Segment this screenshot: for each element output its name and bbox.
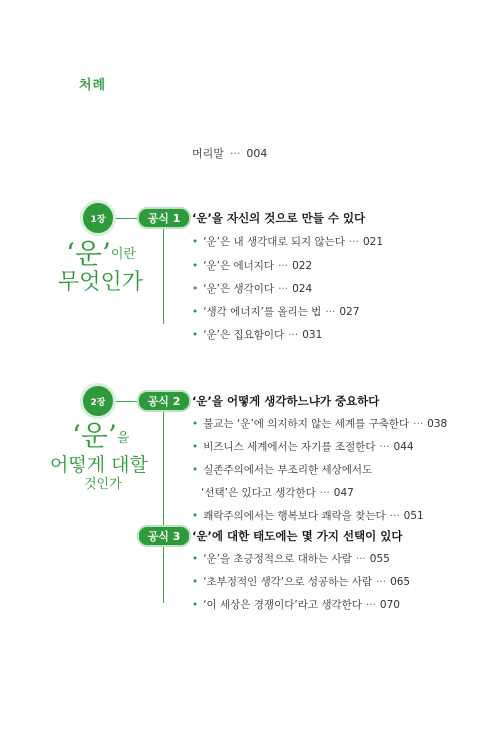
bullet-icon: • — [192, 441, 199, 453]
leader-dots: ··· — [229, 147, 241, 160]
chapter-2-calligraphy — [72, 419, 130, 452]
connector-vertical — [163, 229, 164, 324]
calli-1-big: ‘운’ — [66, 237, 111, 270]
bullet-icon: • — [192, 283, 199, 295]
toc-item[interactable]: • 비즈니스 세계에서는 자기를 조절한다 ··· 044 — [192, 441, 414, 453]
formula-1-title[interactable]: ‘운’을 자신의 것으로 만들 수 있다 — [192, 211, 366, 225]
page-title: 처례 — [79, 78, 107, 93]
bullet-icon: • — [192, 510, 199, 522]
toc-item[interactable]: • ‘운’은 생각이다 ··· 024 — [192, 283, 313, 295]
bullet-icon: • — [192, 418, 199, 430]
formula-2-title[interactable]: ‘운’을 어떻게 생각하느냐가 중요하다 — [192, 394, 380, 408]
connector-line — [116, 218, 138, 219]
bullet-icon: • — [192, 236, 199, 248]
preface-label: 머리말 — [192, 147, 224, 160]
toc-item[interactable]: • 실존주의에서는 부조리한 세상에서도 — [192, 464, 373, 476]
toc-item[interactable]: • ‘이 세상은 경쟁이다’라고 생각한다 ··· 070 — [192, 599, 400, 611]
calli-2-big: ‘운’ — [72, 419, 117, 452]
calli-2-line3: 것인가 — [84, 477, 122, 492]
formula-2-pill: 공식 2 — [137, 390, 191, 412]
calli-1-line2: 무엇인가 — [58, 270, 144, 295]
bullet-icon: • — [192, 306, 199, 318]
bullet-icon: • — [192, 464, 199, 476]
formula-3-pill: 공식 3 — [137, 525, 191, 547]
bullet-icon: • — [192, 260, 199, 272]
preface-page: 004 — [246, 147, 268, 160]
bullet-icon: • — [192, 553, 199, 565]
bullet-icon: • — [192, 599, 199, 611]
calli-1-small: 이란 — [110, 247, 136, 262]
toc-item[interactable]: • ‘운’은 에너지다 ··· 022 — [192, 260, 313, 272]
formula-3-title[interactable]: ‘운’에 대한 태도에는 몇 가지 선택이 있다 — [192, 529, 403, 543]
toc-item[interactable]: • ‘운’을 초긍정적으로 대하는 사람 ··· 055 — [192, 553, 390, 565]
toc-item[interactable]: • ‘생각 에너지’를 올리는 법 ··· 027 — [192, 306, 360, 318]
chapter-1-badge: 1장 — [80, 200, 116, 236]
toc-item[interactable]: • ‘운’은 집요함이다 ··· 031 — [192, 329, 323, 341]
chapter-2-badge: 2장 — [80, 383, 116, 419]
toc-item[interactable]: • 불교는 ‘운’에 의지하지 않는 세계를 구축한다 ··· 038 — [192, 418, 448, 430]
connector-line — [116, 401, 138, 402]
connector-vertical — [163, 547, 164, 603]
calli-2-small: 을 — [116, 431, 130, 446]
calli-2-line2: 어떻게 대할 — [50, 454, 148, 476]
connector-vertical — [163, 412, 164, 526]
toc-item[interactable]: • ‘운’은 내 생각대로 되지 않는다 ··· 021 — [192, 236, 384, 248]
toc-item[interactable]: • ‘초부정적인 생각’으로 성공하는 사람 ··· 065 — [192, 576, 411, 588]
preface-entry[interactable] — [192, 145, 267, 161]
bullet-icon: • — [192, 576, 199, 588]
bullet-icon: • — [192, 329, 199, 341]
toc-item[interactable]: • 쾌락주의에서는 행복보다 쾌락을 찾는다 ··· 051 — [192, 510, 424, 522]
formula-1-pill: 공식 1 — [137, 207, 191, 229]
chapter-1-calligraphy — [66, 237, 136, 270]
toc-item-continued[interactable]: ‘선택’은 있다고 생각한다 ··· 047 — [201, 487, 354, 499]
